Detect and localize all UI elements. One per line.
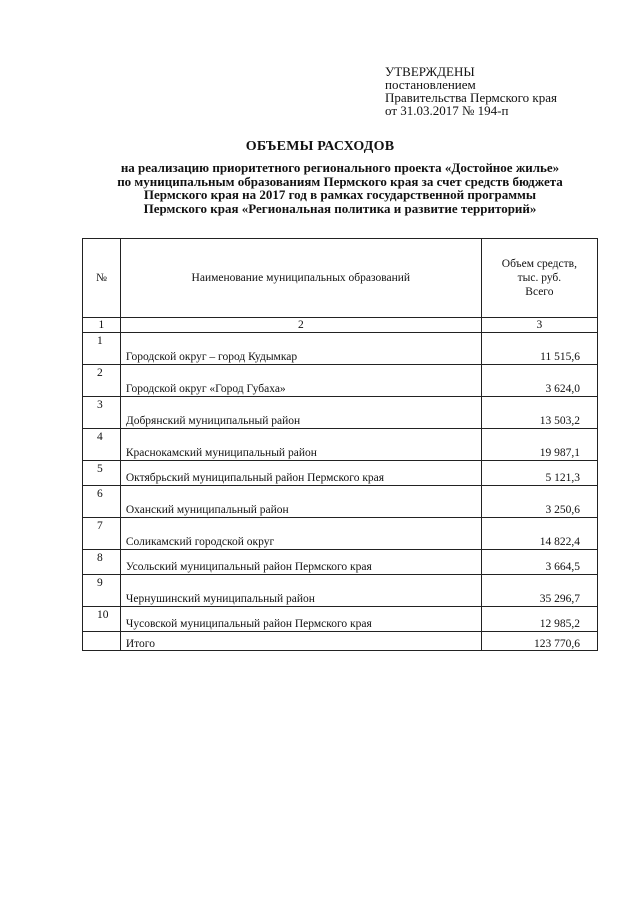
table-row — [83, 365, 598, 397]
table-row — [83, 461, 598, 486]
total-amount: 123 770,6 — [481, 632, 597, 651]
row-amount: 19 987,1 — [481, 429, 597, 461]
table-row — [83, 429, 598, 461]
row-name: Краснокамский муниципальный район — [120, 429, 481, 461]
document-subtitle — [80, 161, 600, 215]
column-number-row — [83, 318, 598, 333]
total-num-cell — [83, 632, 121, 651]
row-name: Городской округ «Город Губаха» — [120, 365, 481, 397]
row-num: 6 — [83, 486, 121, 518]
expenses-table — [82, 238, 598, 651]
table-row — [83, 486, 598, 518]
column-number: 3 — [481, 318, 597, 333]
row-amount: 5 121,3 — [481, 461, 597, 486]
row-num: 3 — [83, 397, 121, 429]
table-row — [83, 518, 598, 550]
row-amount: 14 822,4 — [481, 518, 597, 550]
row-num: 4 — [83, 429, 121, 461]
header-amount-line: Всего — [525, 286, 554, 298]
table-row — [83, 607, 598, 632]
header-name: Наименование муниципальных образований — [120, 239, 481, 318]
document-title: ОБЪЕМЫ РАСХОДОВ — [245, 139, 395, 154]
row-num: 1 — [83, 333, 121, 365]
header-amount — [481, 239, 597, 318]
row-name: Чусовской муниципальный район Пермского края — [120, 607, 481, 632]
table-header-row — [83, 239, 598, 318]
row-num: 8 — [83, 550, 121, 575]
row-amount: 3 250,6 — [481, 486, 597, 518]
row-num: 5 — [83, 461, 121, 486]
row-num: 2 — [83, 365, 121, 397]
column-number: 1 — [83, 318, 121, 333]
table-row — [83, 333, 598, 365]
subtitle-line: по муниципальным образованиям Пермского края за счет средств бюджета — [117, 173, 563, 189]
row-name: Соликамский городской округ — [120, 518, 481, 550]
row-amount: 11 515,6 — [481, 333, 597, 365]
row-num: 10 — [83, 607, 121, 632]
row-amount: 35 296,7 — [481, 575, 597, 607]
subtitle-line: на реализацию приоритетного регионального проекта «Достойное жилье» — [120, 160, 560, 175]
row-name: Чернушинский муниципальный район — [120, 575, 481, 607]
approval-stamp — [385, 65, 557, 117]
approval-by: постановлением — [385, 77, 476, 92]
row-amount: 13 503,2 — [481, 397, 597, 429]
table-row — [83, 575, 598, 607]
table-row — [83, 550, 598, 575]
row-num: 7 — [83, 518, 121, 550]
row-amount: 3 624,0 — [481, 365, 597, 397]
row-amount: 12 985,2 — [481, 607, 597, 632]
header-amount-line: тыс. руб. — [517, 272, 562, 284]
column-number: 2 — [120, 318, 481, 333]
row-num: 9 — [83, 575, 121, 607]
row-name: Городской округ – город Кудымкар — [120, 333, 481, 365]
approval-authority: Правительства Пермского края — [385, 90, 557, 105]
row-name: Октябрьский муниципальный район Пермского края — [120, 461, 481, 486]
row-name: Добрянский муниципальный район — [120, 397, 481, 429]
subtitle-line: Пермского края на 2017 год в рамках государственной программы — [143, 187, 537, 202]
table-row — [83, 397, 598, 429]
header-num: № — [83, 239, 121, 318]
total-label: Итого — [120, 632, 481, 651]
row-name: Оханский муниципальный район — [120, 486, 481, 518]
row-name: Усольский муниципальный район Пермского края — [120, 550, 481, 575]
subtitle-line: Пермского края «Региональная политика и развитие территорий» — [143, 200, 537, 216]
approval-date: от 31.03.2017 № 194-п — [385, 103, 509, 118]
approval-title: УТВЕРЖДЕНЫ — [385, 64, 475, 79]
row-amount: 3 664,5 — [481, 550, 597, 575]
header-amount-line: Объем средств, — [501, 258, 577, 270]
total-row — [83, 632, 598, 651]
